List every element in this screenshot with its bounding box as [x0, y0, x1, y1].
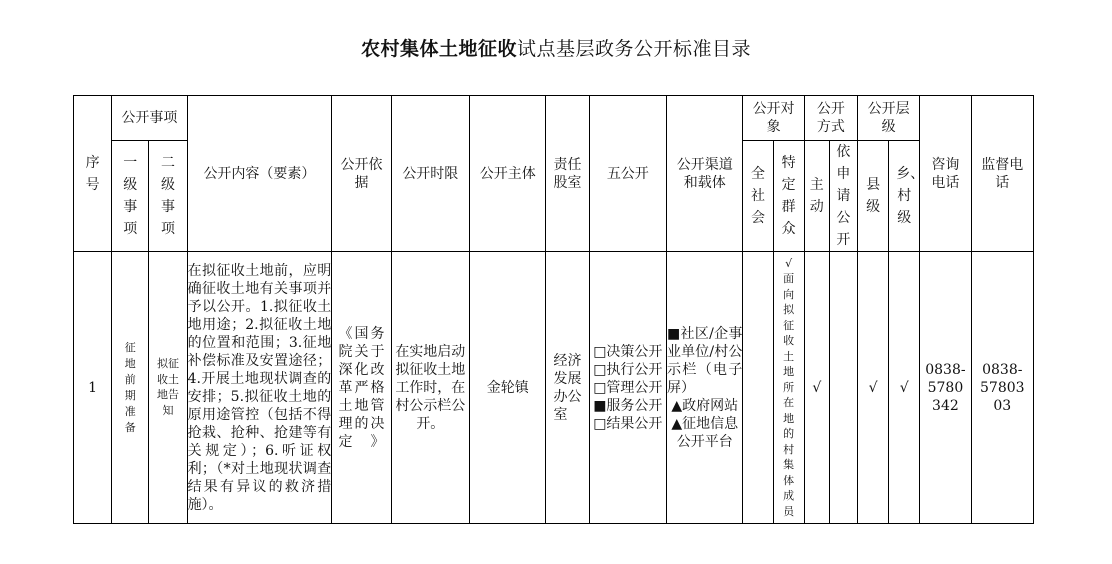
header-row-1 — [74, 96, 1034, 141]
list-item: □结果公开 — [593, 415, 663, 432]
row-subject: 金轮镇 — [470, 252, 546, 524]
row-level2: 拟征收土地告知 — [149, 252, 187, 524]
header-level: 公开层级 — [857, 96, 919, 141]
header-target: 公开对象 — [743, 96, 804, 141]
row-level-town: √ — [889, 252, 920, 524]
header-seq: 序号 — [74, 96, 112, 252]
row-time-limit: 在实地启动拟征收土地工作时，在村公示栏公开。 — [391, 252, 469, 524]
header-method: 公开方式 — [804, 96, 857, 141]
header-method-active: 主动 — [804, 141, 829, 252]
row-method-active: √ — [804, 252, 829, 524]
header-dept: 责任股室 — [546, 96, 589, 252]
row-basis: 《国务院关于深化改革严格土地管理的决定》 — [332, 252, 391, 524]
header-matter: 公开事项 — [112, 96, 187, 141]
list-item: □执行公开 — [593, 361, 663, 378]
row-channel — [667, 252, 743, 524]
page-title — [0, 36, 1112, 62]
header-level2: 二级事项 — [149, 141, 187, 252]
list-item: □管理公开 — [593, 379, 663, 396]
header-subject: 公开主体 — [470, 96, 546, 252]
header-time-limit: 公开时限 — [391, 96, 469, 252]
header-level1: 一级事项 — [112, 141, 149, 252]
header-supervise: 监督电话 — [971, 96, 1033, 252]
header-target-group: 特定群众 — [773, 141, 804, 252]
row-target-all — [743, 252, 773, 524]
header-channel: 公开渠道和载体 — [667, 96, 743, 252]
row-dept: 经济发展办公室 — [546, 252, 589, 524]
row-target-group: √面向拟征收土地所在地的村集体成员 — [773, 252, 804, 524]
header-consult: 咨询电话 — [920, 96, 971, 252]
header-method-apply: 依申请公开 — [829, 141, 857, 252]
list-item: ■社区/企事业单位/村公示栏（电子屏） — [667, 325, 743, 396]
row-content: 在拟征收土地前，应明确征收土地有关事项并予以公开。1.拟征收土地用途；2.拟征收土地的位置和范围；3.征地补偿标准及安置途径；4.开展土地现状调查的安排；5.拟征收土地的原用途管控（包括不得抢栽、抢种、抢建等有关规定）；6.听证权利；（*对土地现状调查结果有异议的救济措施）。 — [187, 252, 332, 524]
row-consult: 0838-5780342 — [920, 252, 971, 524]
title-bold: 农村集体土地征收 — [360, 38, 517, 60]
title-normal: 试点基层政务公开标准目录 — [517, 38, 752, 60]
list-item: ▲征地信息公开平台 — [671, 415, 739, 450]
row-five — [589, 252, 666, 524]
row-level1: 征地前期准备 — [112, 252, 149, 524]
header-target-all: 全社会 — [743, 141, 773, 252]
header-content: 公开内容（要素） — [187, 96, 332, 252]
row-supervise: 0838-5780303 — [971, 252, 1033, 524]
list-item: ■服务公开 — [593, 397, 663, 414]
list-item: □决策公开 — [593, 343, 663, 360]
header-five: 五公开 — [589, 96, 666, 252]
header-level-county: 县级 — [857, 141, 888, 252]
list-item: ▲政府网站 — [671, 397, 739, 414]
row-level-county: √ — [857, 252, 888, 524]
standard-catalog-table — [73, 95, 1034, 524]
table-row — [74, 252, 1034, 524]
header-basis: 公开依据 — [332, 96, 391, 252]
row-method-apply — [829, 252, 857, 524]
header-level-town: 乡、村级 — [889, 141, 920, 252]
row-seq: 1 — [74, 252, 112, 524]
